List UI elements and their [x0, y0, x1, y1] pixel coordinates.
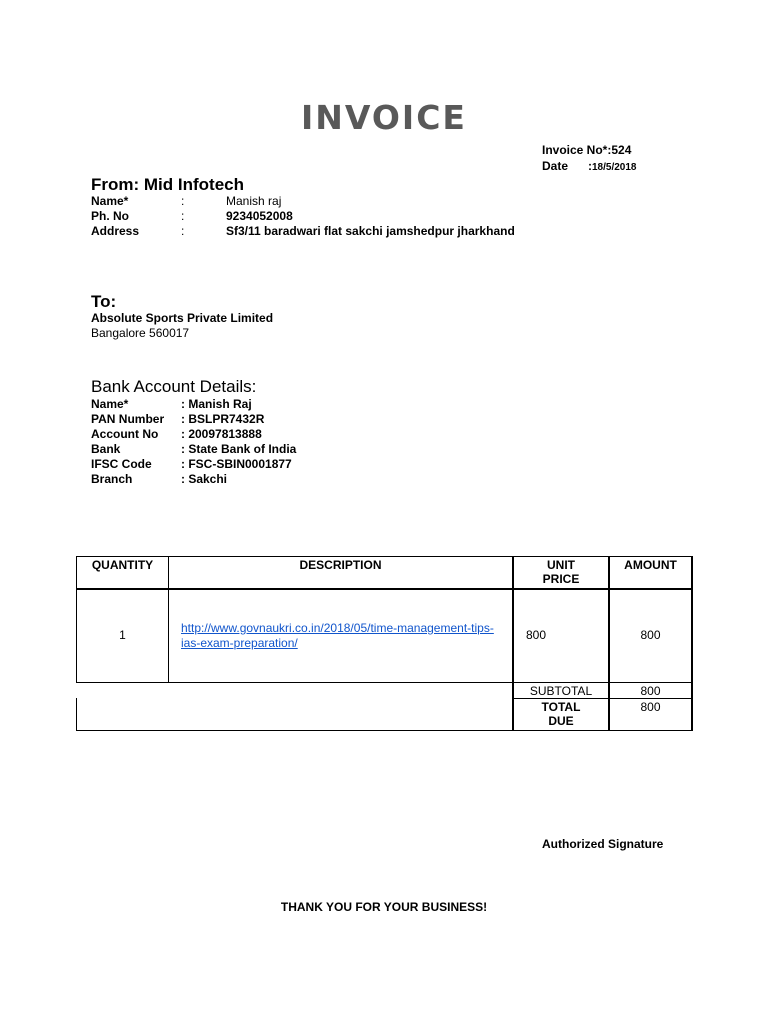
authorized-signature: Authorized Signature [542, 837, 664, 851]
bank-name-value: : Manish Raj [181, 397, 252, 411]
invoice-date-sep: : [588, 159, 592, 173]
from-row-name [91, 194, 691, 209]
bank-ifsc-value: : FSC-SBIN0001877 [181, 457, 292, 471]
table-line [76, 730, 693, 731]
from-heading: From: Mid Infotech [91, 175, 244, 194]
from-row-address [91, 224, 691, 239]
from-row-phone [91, 209, 691, 224]
from-address-sep: : [181, 224, 185, 238]
subtotal-label: SUBTOTAL [529, 684, 593, 698]
bank-account-label: Account No [91, 427, 159, 441]
invoice-date [542, 159, 637, 173]
from-name-label: Name* [91, 194, 129, 208]
from-name-sep: : [181, 194, 185, 208]
bank-bank-label: Bank [91, 442, 121, 456]
from-address-label: Address [91, 224, 140, 238]
from-phone-label: Ph. No [91, 209, 129, 223]
from-name-value: Manish raj [226, 194, 282, 208]
bank-row-bank [91, 442, 491, 457]
table-line [76, 556, 77, 683]
table-line [168, 556, 169, 683]
row-amount: 800 [640, 628, 661, 642]
total-due-value: 800 [640, 700, 661, 714]
bank-branch-label: Branch [91, 472, 133, 486]
invoice-number [542, 143, 631, 157]
bank-pan-value: : BSLPR7432R [181, 412, 265, 426]
table-line [691, 556, 693, 731]
bank-pan-label: PAN Number [91, 412, 165, 426]
table-line [76, 698, 77, 731]
from-phone-value: 9234052008 [226, 209, 293, 223]
row-unit-price: 800 [526, 628, 547, 642]
total-due-line2: DUE [548, 714, 574, 728]
bank-branch-value: : Sakchi [181, 472, 228, 486]
bank-row-pan [91, 412, 491, 427]
header-unit-price-line1: UNIT [547, 558, 575, 572]
row-description-link[interactable] [181, 621, 506, 651]
table-line [76, 682, 693, 683]
header-quantity: QUANTITY [91, 558, 154, 572]
row-description-line1: http://www.govnaukri.co.in/2018/05/time-management-tips- [181, 621, 494, 635]
invoice-date-label: Date [542, 159, 569, 173]
invoice-title: INVOICE [301, 98, 467, 137]
table-line [512, 698, 693, 699]
bank-row-account [91, 427, 491, 442]
bank-account-value: : 20097813888 [181, 427, 262, 441]
thank-you-note: THANK YOU FOR YOUR BUSINESS! [280, 900, 488, 914]
invoice-number-label: Invoice No*: [542, 143, 612, 157]
to-city: Bangalore 560017 [91, 326, 190, 340]
to-heading: To: [91, 292, 117, 311]
from-details [91, 194, 691, 244]
header-amount: AMOUNT [624, 558, 677, 572]
total-due-line1: TOTAL [541, 700, 581, 714]
from-phone-sep: : [181, 209, 185, 223]
bank-row-name [91, 397, 491, 412]
bank-bank-value: : State Bank of India [181, 442, 297, 456]
total-due-label [514, 700, 608, 728]
table-line [76, 588, 693, 590]
bank-ifsc-label: IFSC Code [91, 457, 152, 471]
header-unit-price [514, 558, 608, 586]
header-unit-price-line2: PRICE [542, 572, 580, 586]
bank-name-label: Name* [91, 397, 129, 411]
from-address-value: Sf3/11 baradwari flat sakchi jamshedpur jharkhand [226, 224, 515, 238]
bank-row-branch [91, 472, 491, 487]
invoice-date-value: 18/5/2018 [592, 162, 637, 173]
to-company: Absolute Sports Private Limited [91, 311, 274, 325]
row-description-line2: ias-exam-preparation/ [181, 636, 298, 650]
invoice-number-value: 524 [611, 143, 632, 157]
subtotal-value: 800 [640, 684, 661, 698]
bank-details [91, 397, 491, 489]
bank-heading: Bank Account Details: [91, 377, 257, 396]
row-quantity: 1 [119, 628, 126, 642]
bank-row-ifsc [91, 457, 491, 472]
header-description: DESCRIPTION [299, 558, 382, 572]
table-line [76, 556, 693, 557]
